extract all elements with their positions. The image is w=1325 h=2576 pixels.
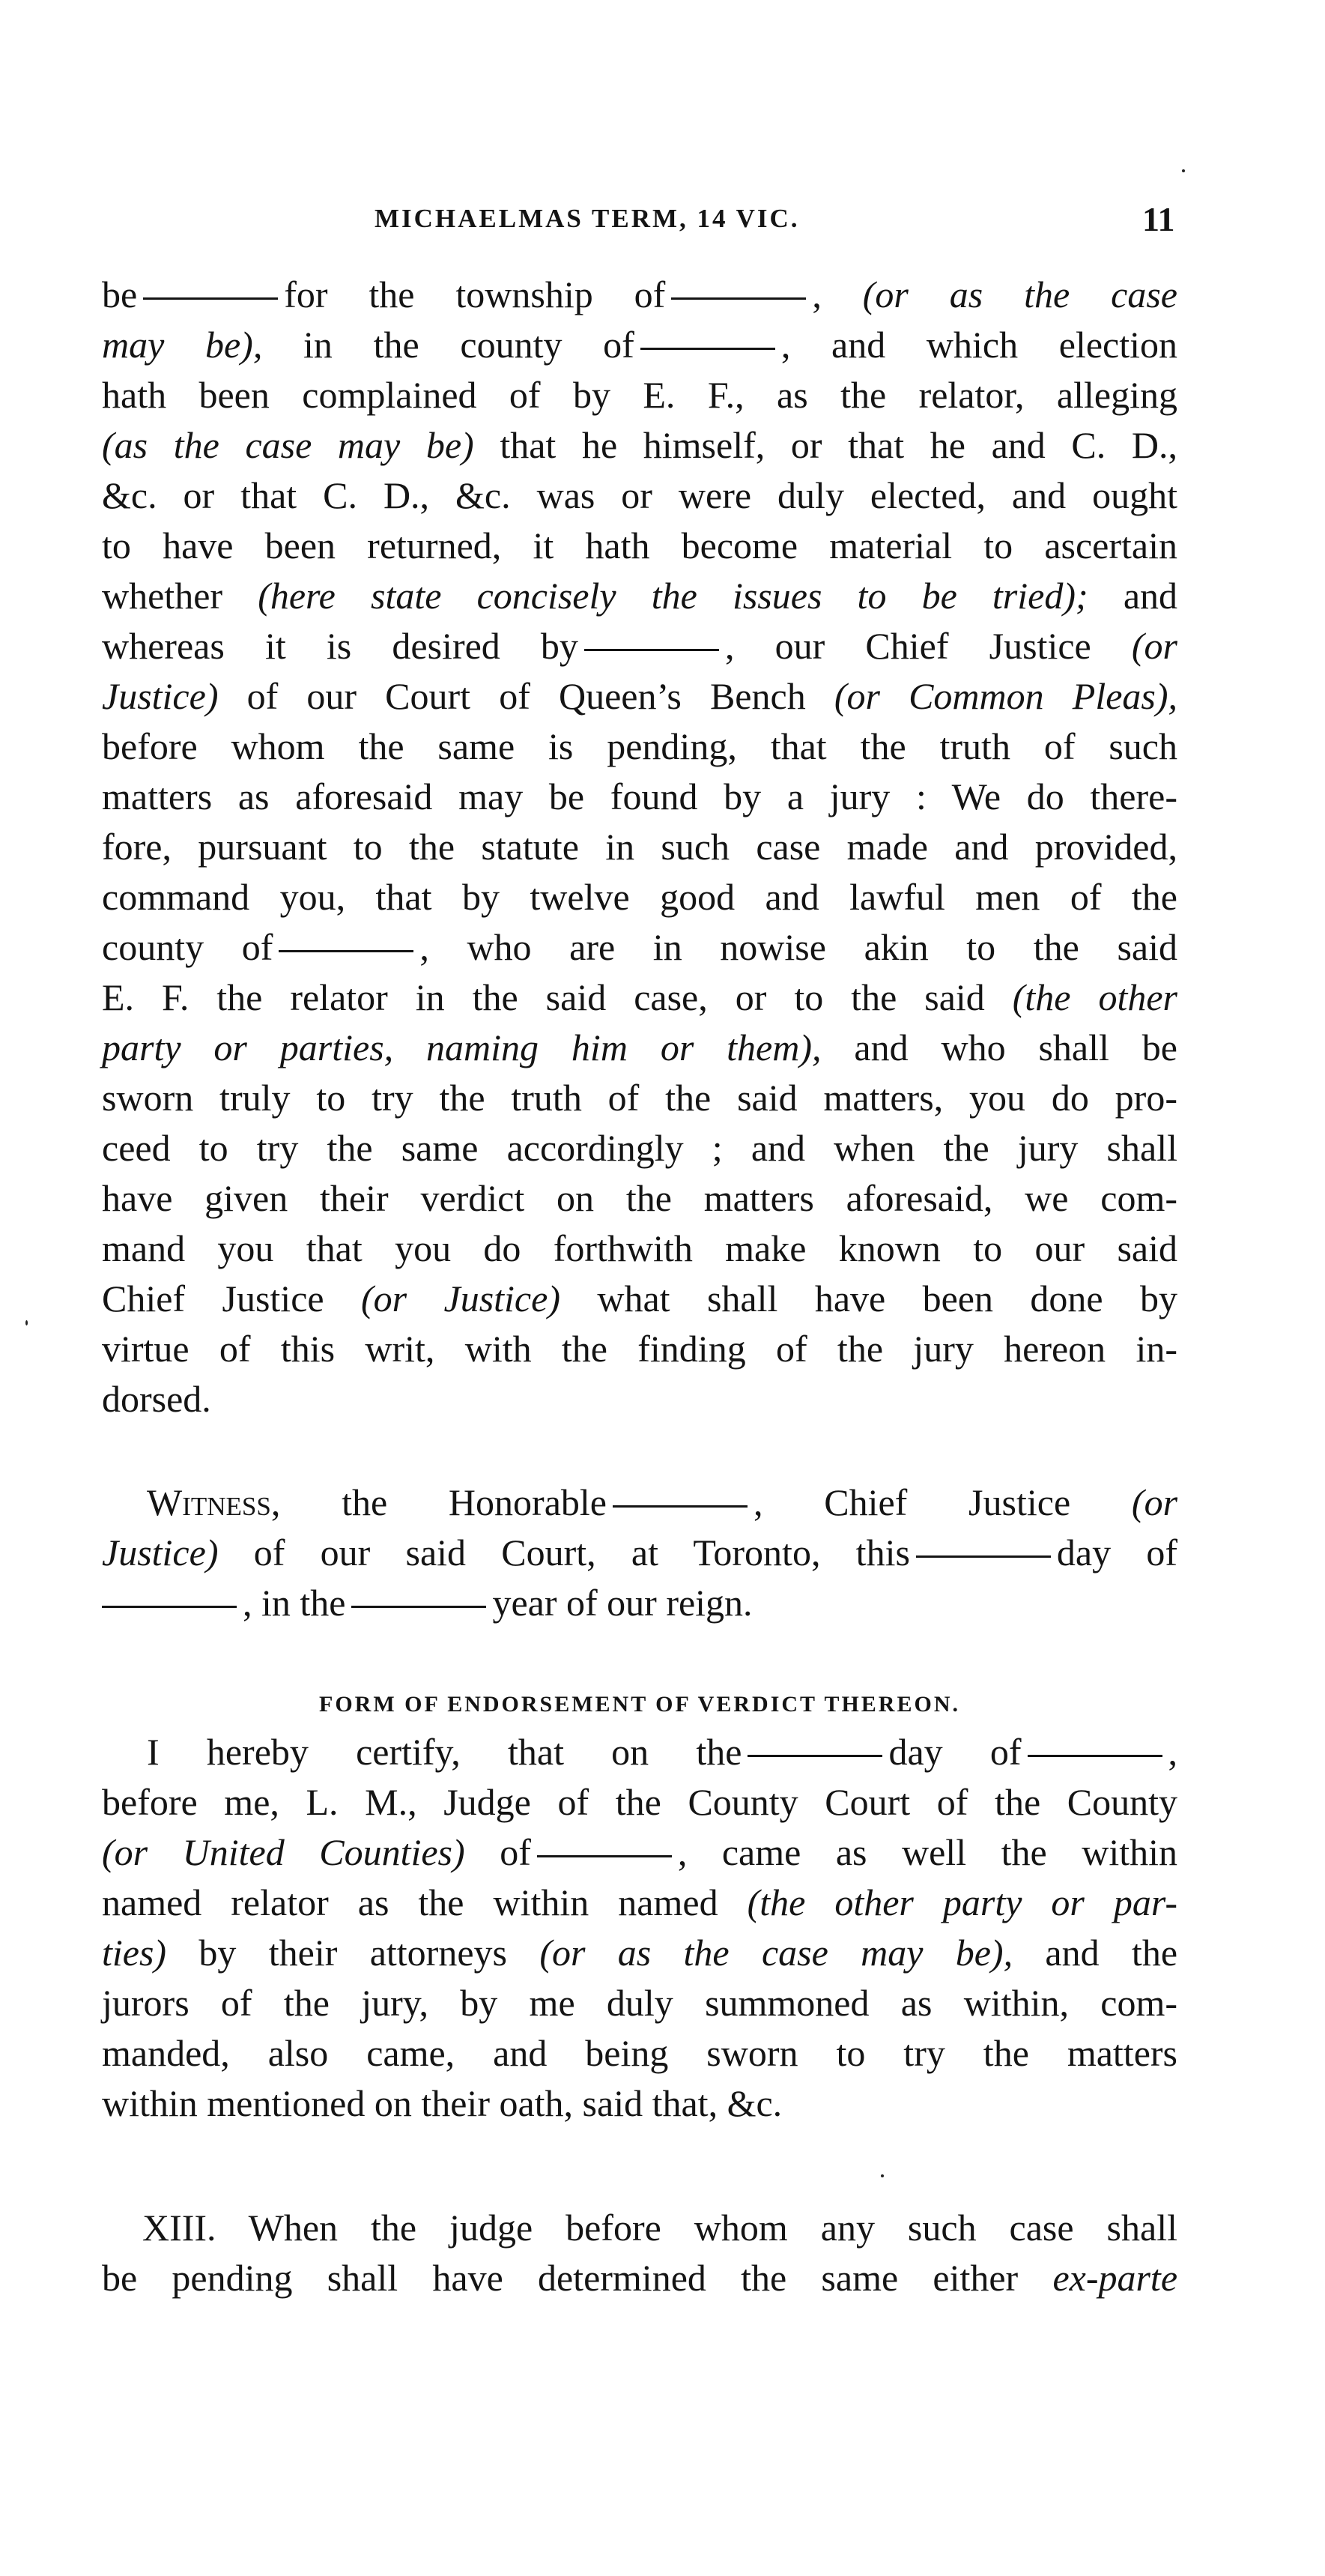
text-line: (as the case may be) that he himself, or that he and C. D.,: [102, 424, 1177, 466]
text-line: virtue of this writ, with the finding of the jury hereon in-: [102, 1328, 1177, 1370]
text-line: (or United Counties) of , came as well the within: [102, 1831, 1177, 1873]
ink-speck: [1182, 169, 1185, 172]
text-line: be pending shall have determined the same either ex-parte: [102, 2257, 1178, 2299]
text-line: have given their verdict on the matters aforesaid, we com-: [102, 1177, 1177, 1219]
text-line: dorsed.: [102, 1378, 211, 1420]
text-line: county of , who are in nowise akin to the said: [102, 926, 1177, 968]
ink-speck: [881, 2174, 884, 2177]
text-line: , in the year of our reign.: [102, 1578, 1177, 1628]
text-line: manded, also came, and being sworn to try the matters: [102, 2032, 1177, 2074]
blank-line: [1028, 1755, 1162, 1757]
section-heading: FORM OF ENDORSEMENT OF VERDICT THEREON.: [319, 1692, 960, 1717]
text-line: sworn truly to try the truth of the said matters, you do pro-: [102, 1077, 1177, 1119]
blank-line: [102, 1606, 237, 1608]
text-line: before whom the same is pending, that the truth of such: [102, 725, 1177, 767]
text-line: whether (here state concisely the issues to be tried); and: [102, 575, 1178, 617]
text-line: before me, L. M., Judge of the County Court of the County: [102, 1781, 1177, 1823]
text-line: &c. or that C. D., &c. was or were duly elected, and ought: [102, 474, 1177, 516]
text-line: ties) by their attorneys (or as the case may be), and the: [102, 1932, 1178, 1974]
text-line: named relator as the within named (the other party or par-: [102, 1881, 1178, 1923]
text-line: Chief Justice (or Justice) what shall have been done by: [102, 1278, 1177, 1319]
text-line: Witness, the Honorable , Chief Justice (or: [147, 1481, 1178, 1523]
text-line: within mentioned on their oath, said that, &c.: [102, 2082, 783, 2124]
text-line: command you, that by twelve good and lawful men of the: [102, 876, 1177, 918]
text-line: matters as aforesaid may be found by a jury : We do there-: [102, 775, 1177, 817]
section-xiii-text: [102, 2203, 1177, 2303]
blank-line: [613, 1505, 748, 1508]
blank-line: [351, 1606, 486, 1608]
text-line: jurors of the jury, by me duly summoned as within, com-: [102, 1982, 1177, 2024]
running-title: MICHAELMAS TERM, 14 VIC.: [375, 204, 800, 233]
blank-line: [640, 348, 775, 350]
text-line: to have been returned, it hath become material to ascertain: [102, 524, 1177, 566]
blank-line: [671, 297, 806, 300]
blank-line: [916, 1555, 1051, 1558]
text-line: I hereby certify, that on the day of ,: [147, 1731, 1178, 1773]
text-line: Justice) of our said Court, at Toronto, this day of: [102, 1532, 1178, 1573]
blank-line: [537, 1855, 672, 1857]
text-line: ceed to try the same accordingly ; and when the jury shall: [102, 1127, 1177, 1169]
text-line: E. F. the relator in the said case, or to the said (the other: [102, 976, 1177, 1018]
text-line: mand you that you do forthwith make known to our said: [102, 1227, 1177, 1269]
witness-clause: [102, 1478, 1177, 1628]
endorsement-form-text: [102, 1727, 1177, 2129]
text-line: party or parties, naming him or them), and who shall be: [102, 1027, 1177, 1068]
writ-form-text: [102, 270, 1177, 1424]
text-line: Justice) of our Court of Queen’s Bench (or Common Pleas),: [102, 675, 1178, 717]
text-line: hath been complained of by E. F., as the relator, alleging: [102, 374, 1177, 416]
text-line: may be), in the county of , and which election: [102, 324, 1178, 366]
blank-line: [584, 649, 719, 651]
blank-line: [143, 297, 278, 300]
blank-line: [748, 1755, 882, 1757]
text-line: fore, pursuant to the statute in such case made and provided,: [102, 826, 1177, 868]
page-number: 11: [1142, 200, 1175, 238]
text-line: XIII. When the judge before whom any such case shall: [142, 2207, 1177, 2249]
blank-line: [279, 950, 413, 952]
text-line: be for the township of , (or as the case: [102, 273, 1178, 315]
ink-speck: [25, 1320, 28, 1325]
text-line: whereas it is desired by , our Chief Justice (or: [102, 625, 1177, 667]
